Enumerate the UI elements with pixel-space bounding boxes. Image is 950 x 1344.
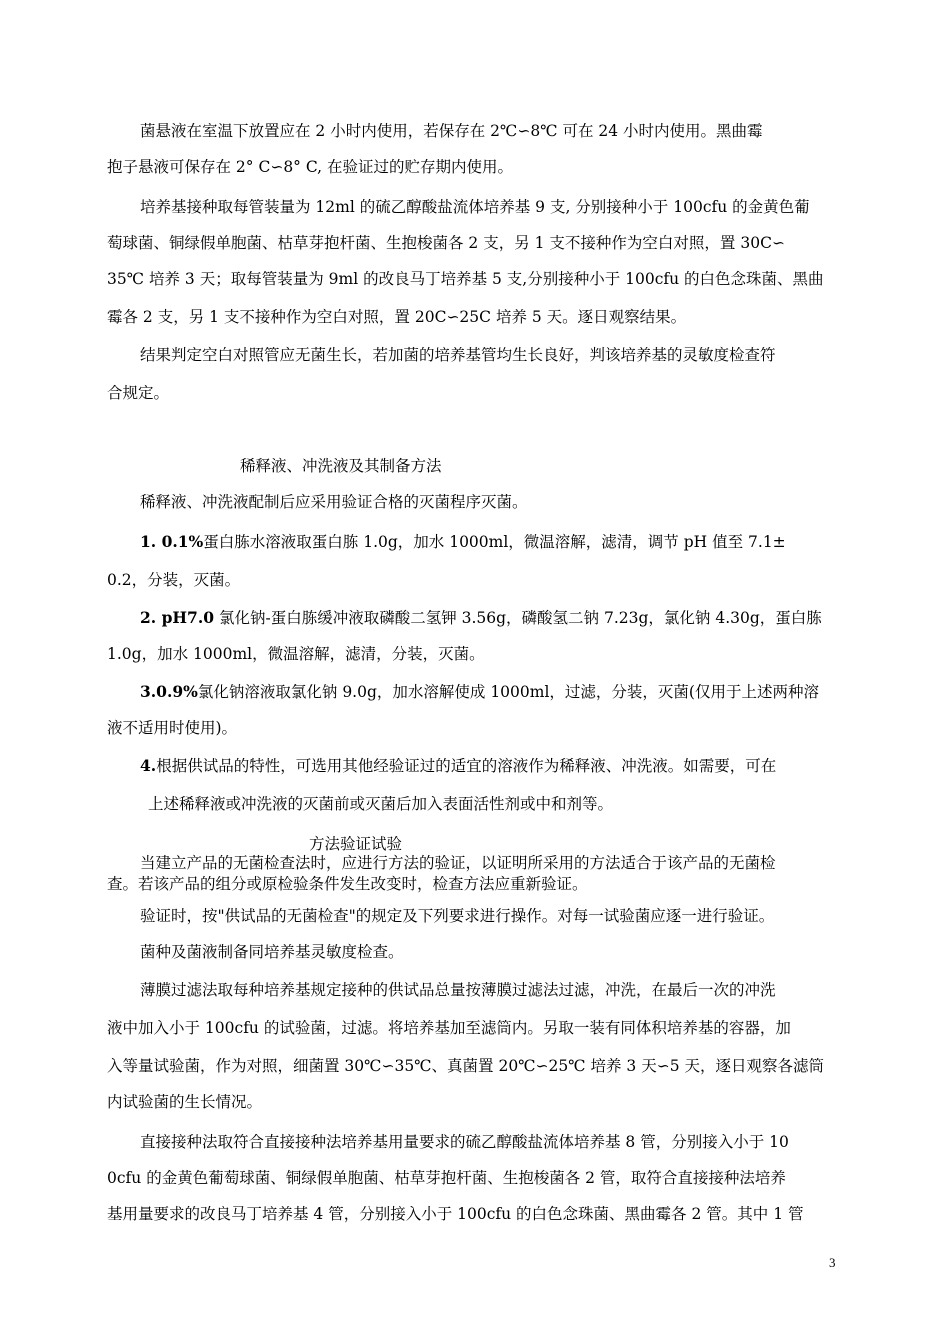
text-line: 霉各 2 支，另 1 支不接种作为空白对照，置 20C∽25C 培养 5 天。逐日观察结果。 <box>107 308 687 326</box>
section-heading: 稀释液、冲洗液及其制备方法 <box>240 457 442 475</box>
text-line: 35℃ 培养 3 天；取每管装量为 9ml 的改良马丁培养基 5 支,分别接种小于 100cfu 的白色念珠菌、黑曲 <box>107 270 824 288</box>
text-line: 稀释液、冲洗液配制后应采用验证合格的灭菌程序灭菌。 <box>140 493 528 511</box>
item-number: 4. <box>140 756 157 775</box>
text-line: 直接接种法取符合直接接种法培养基用量要求的硫乙醇酸盐流体培养基 8 管，分别接入小于 10 <box>140 1133 789 1151</box>
text-line: 0.2，分装，灭菌。 <box>107 571 241 589</box>
item-text: 根据供试品的特性，可选用其他经验证过的适宜的溶液作为稀释液、冲洗液。如需要，可在 <box>156 757 777 775</box>
item-text: 蛋白胨水溶液取蛋白胨 1.0g，加水 1000ml，微温溶解，滤清，调节 pH 值至 7.1± <box>203 533 786 551</box>
text-line: 抱子悬液可保存在 2° C∽8° C, 在验证过的贮存期内使用。 <box>107 158 514 176</box>
text-line: 合规定。 <box>107 384 170 402</box>
item-number: 3.0.9% <box>140 682 198 701</box>
text-line: 上述稀释液或冲洗液的灭菌前或灭菌后加入表面活性剂或中和剂等。 <box>148 795 614 813</box>
item-text: 氯化钠-蛋白胨缓冲液取磷酸二氢钾 3.56g，磷酸氢二钠 7.23g，氯化钠 4.30g，蛋白胨 <box>214 609 822 627</box>
text-line: 培养基接种取每管装量为 12ml 的硫乙醇酸盐流体培养基 9 支, 分别接种小于 100cfu 的金黄色葡 <box>140 198 810 216</box>
text-line: 0cfu 的金黄色葡萄球菌、铜绿假单胞菌、枯草芽抱杆菌、生抱梭菌各 2 管，取符合直接接种法培养 <box>107 1169 786 1187</box>
text-line: 菌种及菌液制备同培养基灵敏度检查。 <box>140 943 404 961</box>
text-line: 入等量试验菌，作为对照，细菌置 30℃∽35℃、真菌置 20℃∽25℃ 培养 3 天∽5 天，逐日观察各滤筒 <box>107 1057 824 1075</box>
text-line: 液中加入小于 100cfu 的试验菌，过滤。将培养基加至滤筒内。另取一装有同体积培养基的容器，加 <box>107 1019 791 1037</box>
list-item <box>140 532 786 552</box>
list-item <box>140 682 819 702</box>
section-heading: 方法验证试验 <box>309 835 403 853</box>
item-text: 氯化钠溶液取氯化钠 9.0g，加水溶解使成 1000ml，过滤，分装，灭菌(仅用于上述两种溶 <box>197 683 819 701</box>
page-number: 3 <box>829 1255 836 1270</box>
text-line: 液不适用时使用)。 <box>107 719 238 737</box>
text-line: 结果判定空白对照管应无菌生长，若加菌的培养基管均生长良好，判该培养基的灵敏度检查符 <box>140 346 776 364</box>
text-line: 菌悬液在室温下放置应在 2 小时内使用，若保存在 2℃∽8℃ 可在 24 小时内使用。黑曲霉 <box>140 122 763 140</box>
text-line: 萄球菌、铜绿假单胞菌、枯草芽抱杆菌、生抱梭菌各 2 支，另 1 支不接种作为空白对照，置 30C∽ <box>107 234 785 252</box>
item-number: 2. pH7.0 <box>140 608 215 627</box>
text-line: 查。若该产品的组分或原检验条件发生改变时，检查方法应重新验证。 <box>107 875 588 893</box>
list-item <box>140 608 822 628</box>
item-number: 1. 0.1% <box>140 532 204 551</box>
text-line: 内试验菌的生长情况。 <box>107 1093 263 1111</box>
text-line: 基用量要求的改良马丁培养基 4 管，分别接入小于 100cfu 的白色念珠菌、黑曲霉各 2 管。其中 1 管 <box>107 1205 804 1223</box>
text-line: 1.0g，加水 1000ml，微温溶解，滤清，分装，灭菌。 <box>107 645 485 663</box>
text-line: 当建立产品的无菌检查法时，应进行方法的验证，以证明所采用的方法适合于该产品的无菌检 <box>140 854 776 872</box>
text-line: 验证时，按"供试品的无菌检查"的规定及下列要求进行操作。对每一试验菌应逐一进行验证。 <box>140 907 775 925</box>
list-item <box>140 756 776 776</box>
text-line: 薄膜过滤法取每种培养基规定接种的供试品总量按薄膜过滤法过滤，冲洗，在最后一次的冲洗 <box>140 981 776 999</box>
